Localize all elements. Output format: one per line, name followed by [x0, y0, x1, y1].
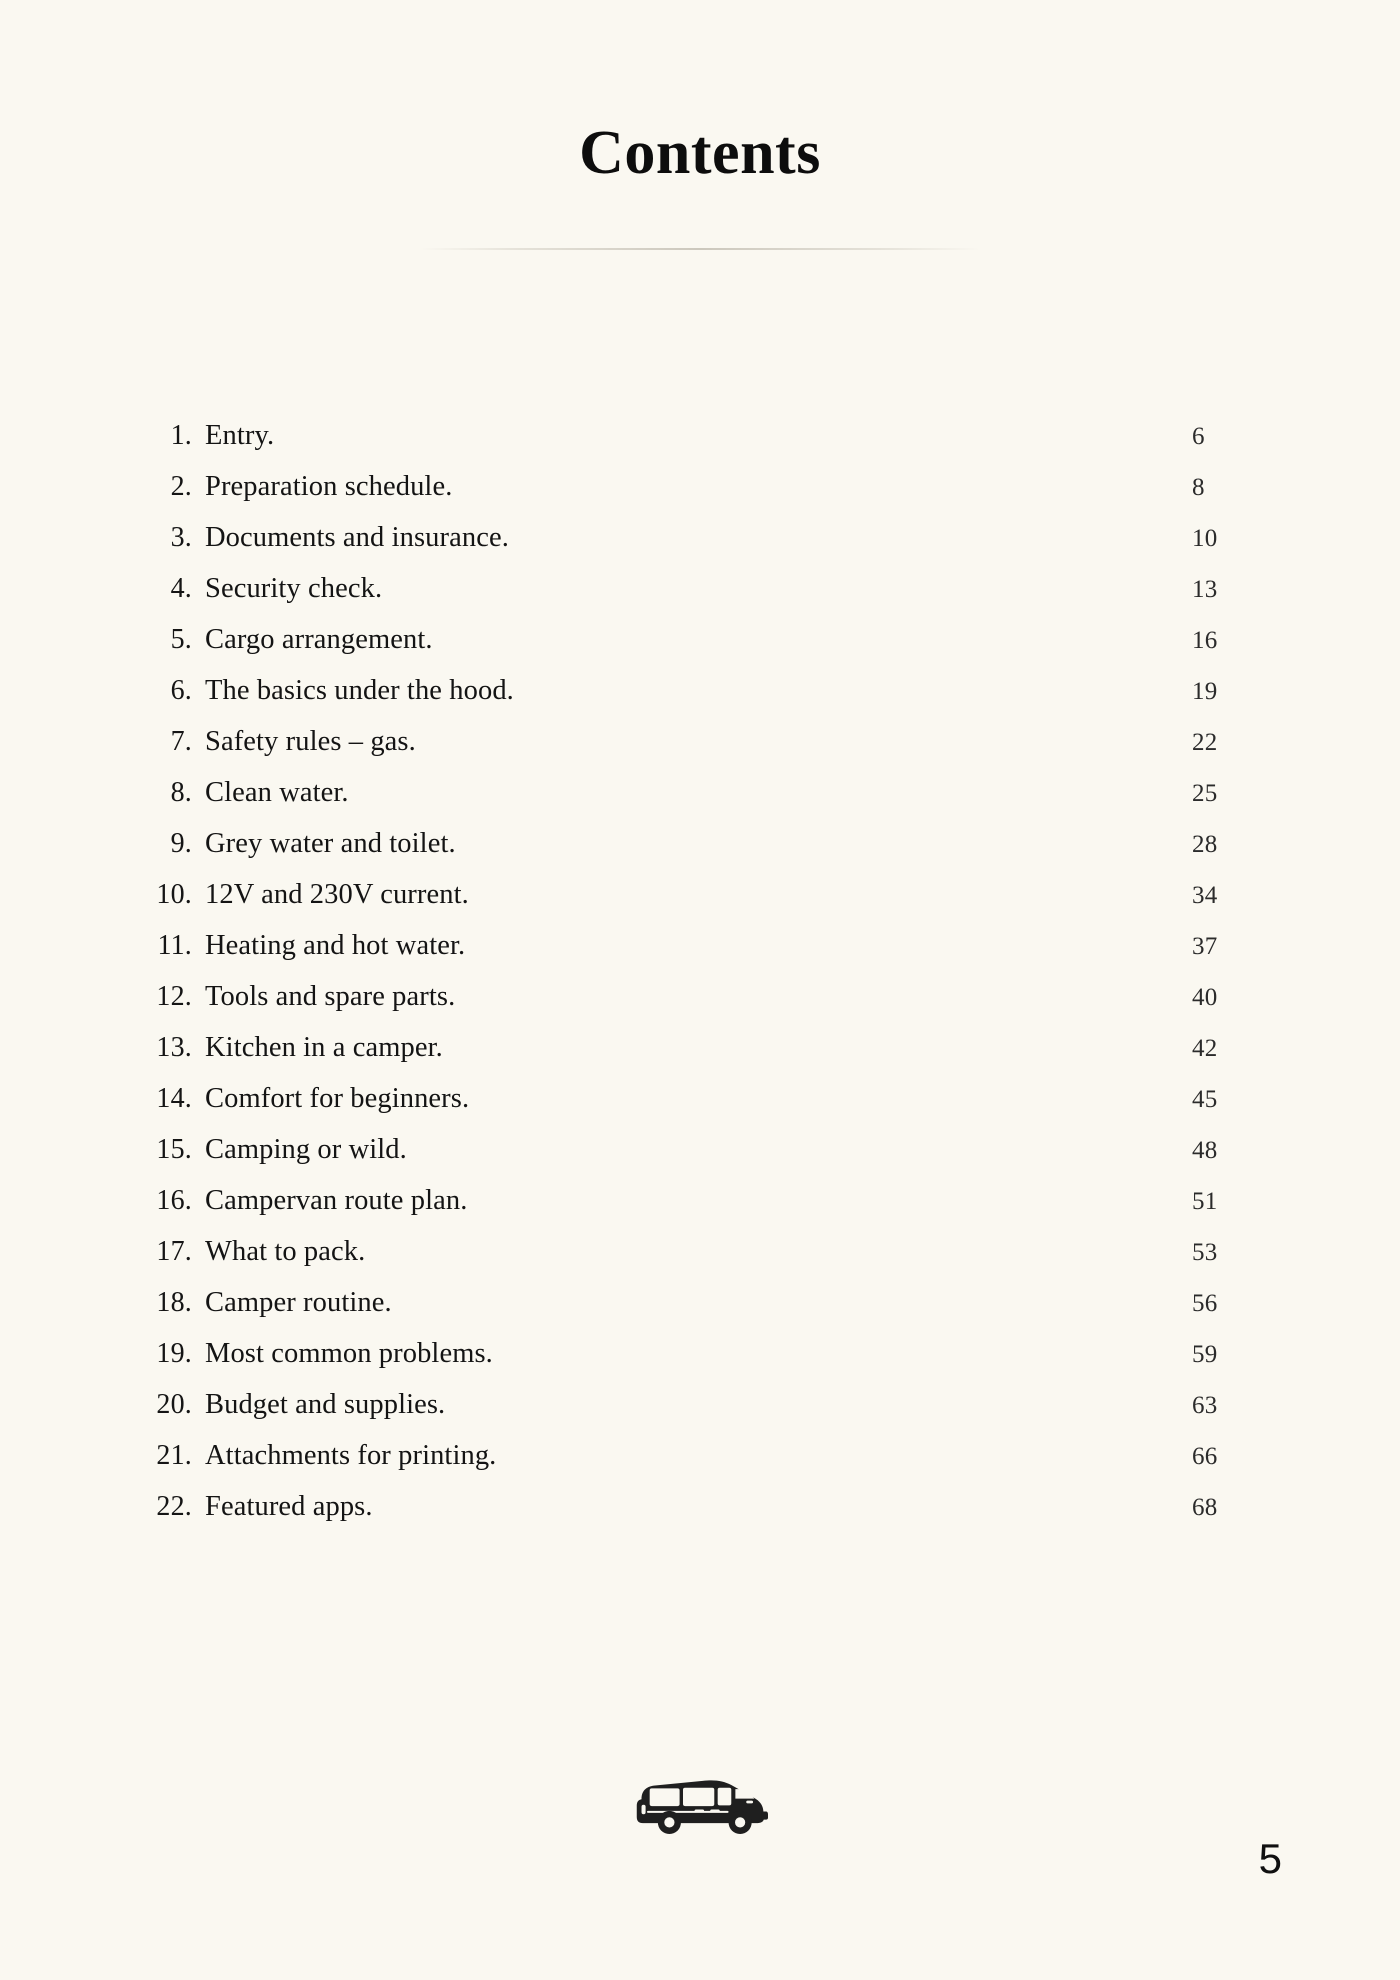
toc-entry-page: 53: [1192, 1239, 1218, 1266]
toc-entry-number: 11.: [157, 930, 192, 961]
toc-entry[interactable]: [138, 1085, 1248, 1136]
toc-entry-page: 63: [1192, 1392, 1218, 1419]
toc-entry-label: Camper routine.: [205, 1287, 392, 1318]
toc-entry-number: 7.: [170, 726, 192, 757]
toc-entry-page: 25: [1192, 780, 1218, 807]
toc-entry-page: 66: [1192, 1443, 1218, 1470]
toc-entry-page: 19: [1192, 678, 1218, 705]
toc-entry-page: 34: [1192, 882, 1218, 909]
toc-entry-page: 8: [1192, 474, 1205, 501]
toc-entry-number: 19.: [156, 1338, 192, 1369]
toc-entry[interactable]: [138, 1034, 1248, 1085]
toc-entry-number: 17.: [156, 1236, 192, 1267]
toc-entry-number: 6.: [170, 675, 192, 706]
toc-entry-page: 16: [1192, 627, 1218, 654]
toc-entry[interactable]: [138, 1340, 1248, 1391]
toc-entry-label: Tools and spare parts.: [205, 981, 456, 1012]
toc-entry-page: 42: [1192, 1035, 1218, 1062]
toc-entry[interactable]: [138, 677, 1248, 728]
toc-entry-number: 15.: [156, 1134, 192, 1165]
toc-entry-page: 37: [1192, 933, 1218, 960]
toc-entry[interactable]: [138, 524, 1248, 575]
toc-entry-number: 13.: [156, 1032, 192, 1063]
page-folio: 5: [1258, 1835, 1282, 1882]
toc-entry-label: Security check.: [205, 573, 383, 604]
toc-entry-number: 1.: [170, 420, 192, 451]
toc-entry-label: Attachments for printing.: [205, 1440, 497, 1471]
toc-entry-label: Preparation schedule.: [205, 471, 453, 502]
toc-entry-label: Camping or wild.: [205, 1134, 407, 1165]
page-title: Contents: [579, 119, 821, 187]
toc-entry-label: Campervan route plan.: [205, 1185, 468, 1216]
toc-entry[interactable]: [138, 1187, 1248, 1238]
toc-entry-page: 10: [1192, 525, 1218, 552]
toc-entry-number: 3.: [170, 522, 192, 553]
toc-entry[interactable]: [138, 728, 1248, 779]
toc-entry-number: 21.: [156, 1440, 192, 1471]
toc-entry-label: 12V and 230V current.: [205, 879, 469, 910]
toc-entry-label: Grey water and toilet.: [205, 828, 456, 859]
toc-entry-number: 8.: [170, 777, 192, 808]
campervan-icon: [632, 1768, 768, 1836]
toc-entry-label: What to pack.: [205, 1236, 366, 1267]
toc-entry-page: 13: [1192, 576, 1218, 603]
toc-entry-label: Cargo arrangement.: [205, 624, 433, 655]
toc-entry-label: Clean water.: [205, 777, 349, 808]
toc-entry[interactable]: [138, 422, 1248, 473]
toc-entry[interactable]: [138, 473, 1248, 524]
toc-entry-number: 18.: [156, 1287, 192, 1318]
toc-entry[interactable]: [138, 1136, 1248, 1187]
toc-entry-label: Comfort for beginners.: [205, 1083, 470, 1114]
toc-entry-label: Heating and hot water.: [205, 930, 466, 961]
toc-entry-number: 20.: [156, 1389, 192, 1420]
toc-entry-page: 22: [1192, 729, 1218, 756]
title-divider: [420, 248, 980, 250]
toc-entry-page: 45: [1192, 1086, 1218, 1113]
toc-entry[interactable]: [138, 1238, 1248, 1289]
toc-entry-label: Featured apps.: [205, 1491, 373, 1522]
toc-entry[interactable]: [138, 830, 1248, 881]
toc-entry-label: Kitchen in a camper.: [205, 1032, 443, 1063]
ornament-block: [0, 1768, 1400, 1836]
toc-entry-page: 40: [1192, 984, 1218, 1011]
toc-entry[interactable]: [138, 1391, 1248, 1442]
toc-entry-page: 28: [1192, 831, 1218, 858]
toc-entry-label: Entry.: [205, 420, 275, 451]
toc-entry[interactable]: [138, 575, 1248, 626]
toc-entry-label: The basics under the hood.: [205, 675, 514, 706]
toc-entry[interactable]: [138, 1493, 1248, 1544]
toc-entry-page: 51: [1192, 1188, 1218, 1215]
toc-entry[interactable]: [138, 1289, 1248, 1340]
toc-entry-label: Budget and supplies.: [205, 1389, 446, 1420]
toc-entry-page: 59: [1192, 1341, 1218, 1368]
toc-entry-number: 12.: [156, 981, 192, 1012]
toc-entry[interactable]: [138, 626, 1248, 677]
toc-entry-number: 2.: [170, 471, 192, 502]
toc-entry[interactable]: [138, 1442, 1248, 1493]
title-block: [0, 119, 1400, 187]
toc-entry-label: Documents and insurance.: [205, 522, 509, 553]
toc-entry-page: 48: [1192, 1137, 1218, 1164]
toc-entry[interactable]: [138, 779, 1248, 830]
toc-entry-label: Most common problems.: [205, 1338, 493, 1369]
toc-entry-number: 9.: [170, 828, 192, 859]
toc-entry[interactable]: [138, 983, 1248, 1034]
toc-entry-page: 68: [1192, 1494, 1218, 1521]
toc-entry-number: 5.: [170, 624, 192, 655]
table-of-contents: [138, 422, 1248, 1544]
toc-entry-page: 56: [1192, 1290, 1218, 1317]
toc-entry-label: Safety rules – gas.: [205, 726, 416, 757]
toc-entry-number: 4.: [170, 573, 192, 604]
toc-entry-number: 14.: [156, 1083, 192, 1114]
toc-entry-number: 10.: [156, 879, 192, 910]
toc-entry-number: 22.: [156, 1491, 192, 1522]
toc-entry-number: 16.: [156, 1185, 192, 1216]
toc-entry[interactable]: [138, 932, 1248, 983]
toc-entry[interactable]: [138, 881, 1248, 932]
toc-entry-page: 6: [1192, 423, 1205, 450]
